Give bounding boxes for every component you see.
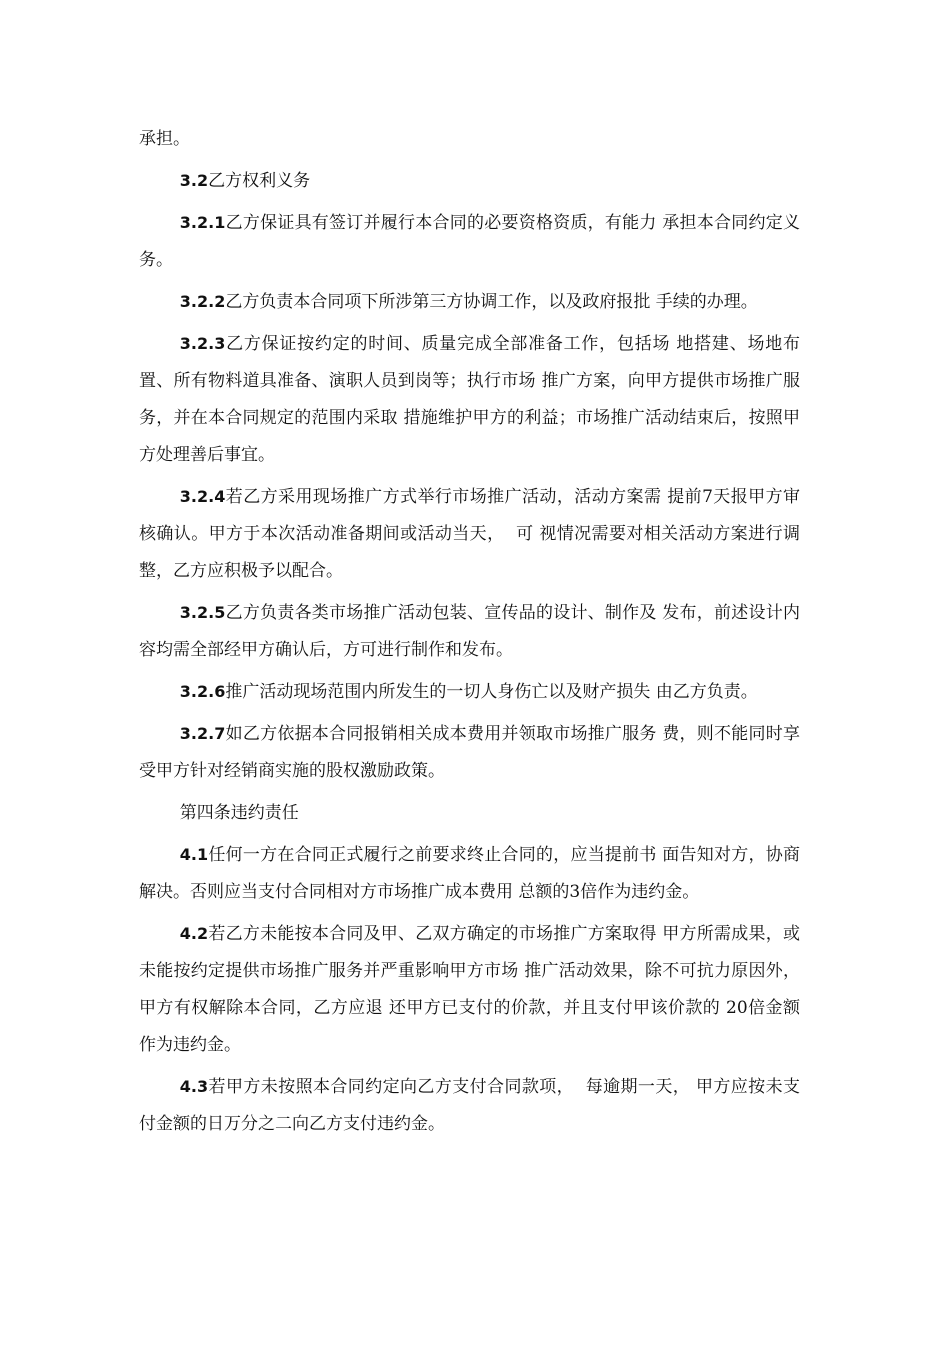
clause-number: 3.2.2 xyxy=(179,292,226,311)
clause-number: 3.2.3 xyxy=(179,334,226,353)
paragraph-10 xyxy=(139,836,800,911)
clause-number: 3.2.5 xyxy=(179,603,226,622)
paragraph-1 xyxy=(139,162,800,200)
paragraph-text: 若甲方未按照本合同约定向乙方支付合同款项， 每逾期一天， 甲方应按未支付金额的日万分之二向乙方支付违约金。 xyxy=(139,1077,800,1134)
clause-number: 3.2.1 xyxy=(179,213,226,232)
paragraph-text: 如乙方依据本合同报销相关成本费用并领取市场推广服务 费，则不能同时享受甲方针对经销商实施的股权激励政策。 xyxy=(139,724,800,781)
paragraph-5 xyxy=(139,478,800,590)
paragraph-7 xyxy=(139,673,800,711)
clause-number: 3.2.4 xyxy=(179,487,226,506)
clause-number: 4.1 xyxy=(179,845,209,864)
paragraph-text: 若乙方未能按本合同及甲、乙双方确定的市场推广方案取得 甲方所需成果，或未能按约定提供市场推广服务并严重影响甲方市场 推广活动效果，除不可抗力原因外，甲方有权解除本合同，乙方应退 还甲方已支付的价款，并且支付甲该价款的 20倍金额作为违约金。 xyxy=(139,924,800,1055)
paragraph-text: 乙方负责本合同项下所涉第三方协调工作，以及政府报批 手续的办理。 xyxy=(225,292,758,312)
paragraph-3 xyxy=(139,283,800,321)
paragraph-text: 乙方保证具有签订并履行本合同的必要资格资质，有能力 承担本合同约定义务。 xyxy=(139,213,800,270)
paragraph-text: 乙方保证按约定的时间、质量完成全部准备工作，包括场 地搭建、场地布置、所有物料道具准备、演职人员到岗等；执行市场 推广方案，向甲方提供市场推广服务，并在本合同规定的范围内采取 措施维护甲方的利益；市场推广活动结束后，按照甲方处理善后事宜。 xyxy=(139,334,800,465)
paragraph-0 xyxy=(139,120,800,158)
paragraph-text: 承担。 xyxy=(139,129,190,149)
paragraph-6 xyxy=(139,594,800,669)
section-heading xyxy=(139,794,800,832)
paragraph-text: 若乙方采用现场推广方式举行市场推广活动，活动方案需 提前7天报甲方审核确认。甲方于本次活动准备期间或活动当天， 可 视情况需要对相关活动方案进行调整，乙方应积极予以配合。 xyxy=(139,487,800,581)
paragraph-8 xyxy=(139,715,800,790)
clause-number: 4.3 xyxy=(179,1077,209,1096)
paragraph-text: 第四条违约责任 xyxy=(179,803,299,823)
paragraph-12 xyxy=(139,1068,800,1143)
paragraph-4 xyxy=(139,325,800,474)
paragraph-text: 推广活动现场范围内所发生的一切人身伤亡以及财产损失 由乙方负责。 xyxy=(225,682,758,702)
clause-number: 3.2.7 xyxy=(179,724,226,743)
clause-number: 3.2.6 xyxy=(179,682,226,701)
clause-number: 4.2 xyxy=(179,924,209,943)
paragraph-11 xyxy=(139,915,800,1064)
paragraph-text: 乙方权利义务 xyxy=(208,171,311,191)
paragraph-text: 任何一方在合同正式履行之前要求终止合同的，应当提前书 面告知对方，协商解决。否则应当支付合同相对方市场推广成本费用 总额的3倍作为违约金。 xyxy=(139,845,800,902)
clause-number: 3.2 xyxy=(179,171,209,190)
paragraph-2 xyxy=(139,204,800,279)
paragraph-text: 乙方负责各类市场推广活动包装、宣传品的设计、制作及 发布，前述设计内容均需全部经甲方确认后，方可进行制作和发布。 xyxy=(139,603,800,660)
